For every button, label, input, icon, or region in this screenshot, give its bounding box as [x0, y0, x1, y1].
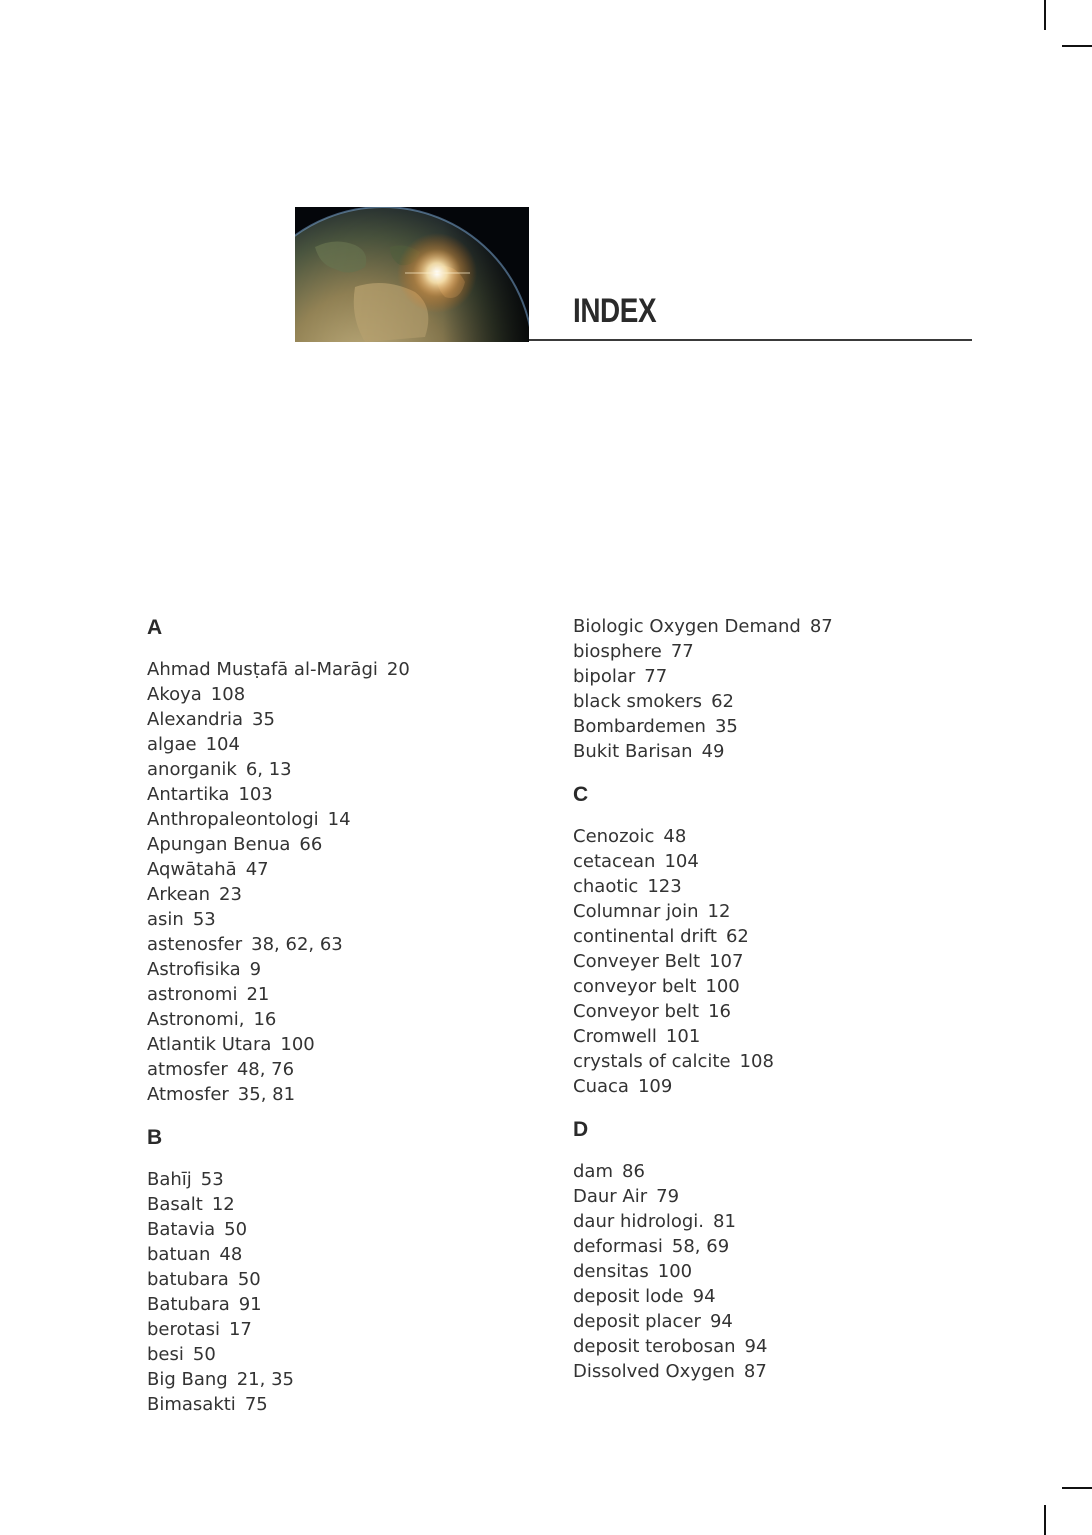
index-entry	[147, 1317, 252, 1342]
index-entry	[147, 832, 322, 857]
index-term: astenosfer	[147, 934, 243, 955]
index-term: batubara	[147, 1269, 229, 1290]
index-page-numbers: 94	[744, 1336, 768, 1357]
index-term: Conveyor belt	[573, 1001, 700, 1022]
index-term: densitas	[573, 1261, 649, 1282]
index-page-numbers: 77	[644, 666, 668, 687]
index-term: anorganik	[147, 759, 237, 780]
index-term: deformasi	[573, 1236, 663, 1257]
index-page-numbers: 50	[192, 1344, 216, 1365]
index-page-numbers: 86	[622, 1161, 645, 1182]
index-entry	[147, 1032, 315, 1057]
index-term: Daur Air	[573, 1186, 648, 1207]
index-term: astronomi	[147, 984, 238, 1005]
index-page-numbers: 109	[637, 1076, 673, 1097]
index-entry	[573, 739, 724, 764]
index-entry	[147, 1192, 235, 1217]
index-entry	[573, 874, 682, 899]
index-entry	[573, 1024, 700, 1049]
index-page-numbers: 21	[246, 984, 270, 1005]
index-term: Alexandria	[147, 709, 244, 730]
index-term: Antartika	[147, 784, 230, 805]
index-entry	[147, 682, 245, 707]
index-entry	[573, 1074, 672, 1099]
index-term: Big Bang	[147, 1369, 228, 1390]
index-term: biosphere	[573, 641, 662, 662]
index-term: Batavia	[147, 1219, 216, 1240]
index-page-numbers: 49	[701, 741, 725, 762]
index-page-numbers: 21, 35	[236, 1369, 294, 1390]
index-entry	[147, 1007, 276, 1032]
index-page-numbers: 12	[707, 901, 731, 922]
index-term: Atmosfer	[147, 1084, 229, 1105]
index-entry	[147, 1057, 294, 1082]
index-page-numbers: 58, 69	[671, 1236, 730, 1257]
index-page-numbers: 20	[386, 659, 410, 680]
index-term: Anthropaleontologi	[147, 809, 319, 830]
index-page-numbers: 48	[663, 826, 687, 847]
index-entry	[573, 1234, 729, 1259]
index-term: besi	[147, 1344, 184, 1365]
index-term: chaotic	[573, 876, 639, 897]
index-term: daur hidrologi.	[573, 1211, 705, 1232]
crop-mark-bottom-vertical	[1044, 1505, 1046, 1535]
section-letter-b: B	[147, 1126, 163, 1149]
title-underline	[529, 339, 972, 341]
index-term: Cromwell	[573, 1026, 657, 1047]
section-letter-d: D	[573, 1118, 589, 1141]
index-term: Atlantik Utara	[147, 1034, 272, 1055]
section-letter-a: A	[147, 616, 163, 639]
index-entry	[573, 1359, 767, 1384]
index-entry	[147, 657, 410, 682]
index-page-numbers: 107	[709, 951, 744, 972]
index-term: Ahmad Musṭafā al-Marāgi	[147, 659, 378, 680]
index-term: Astronomi,	[147, 1009, 245, 1030]
index-entry	[147, 757, 292, 782]
index-page-numbers: 9	[249, 959, 262, 980]
index-term: Cenozoic	[573, 826, 655, 847]
earth-from-space-image	[295, 207, 529, 342]
index-page-numbers: 77	[670, 641, 694, 662]
index-entry	[573, 849, 699, 874]
index-entry	[573, 1259, 692, 1284]
index-term: black smokers	[573, 691, 703, 712]
index-entry	[573, 1049, 774, 1074]
index-entry	[147, 1292, 262, 1317]
crop-mark-top-vertical	[1044, 0, 1046, 30]
index-term: Biologic Oxygen Demand	[573, 616, 801, 637]
index-entry	[573, 1209, 736, 1234]
index-entry	[573, 974, 740, 999]
index-page-numbers: 16	[253, 1009, 277, 1030]
index-term: bipolar	[573, 666, 636, 687]
index-entry	[147, 1367, 294, 1392]
index-entry	[573, 1184, 679, 1209]
index-term: deposit lode	[573, 1286, 684, 1307]
index-term: Batubara	[147, 1294, 230, 1315]
index-page-numbers: 17	[228, 1319, 252, 1340]
index-term: asin	[147, 909, 184, 930]
index-entry	[147, 982, 269, 1007]
index-entry	[147, 932, 343, 957]
index-page-numbers: 94	[692, 1286, 716, 1307]
index-entry	[147, 1342, 216, 1367]
index-entry	[147, 957, 261, 982]
page-title: INDEX	[573, 292, 657, 330]
index-page-numbers: 104	[664, 851, 699, 872]
index-entry	[147, 857, 269, 882]
index-page-numbers: 108	[739, 1051, 774, 1072]
index-entry	[147, 782, 273, 807]
index-entry	[147, 1242, 242, 1267]
index-page-numbers: 23	[219, 884, 242, 905]
index-page-numbers: 35	[714, 716, 738, 737]
index-entry	[147, 807, 351, 832]
index-term: deposit terobosan	[573, 1336, 736, 1357]
index-entry	[147, 707, 275, 732]
index-term: atmosfer	[147, 1059, 228, 1080]
index-entry	[573, 1334, 767, 1359]
index-page-numbers: 66	[299, 834, 323, 855]
index-page-numbers: 123	[647, 876, 682, 897]
index-term: Apungan Benua	[147, 834, 291, 855]
index-term: Bombardemen	[573, 716, 706, 737]
index-page-numbers: 48, 76	[236, 1059, 295, 1080]
index-page-numbers: 12	[211, 1194, 235, 1215]
index-term: Dissolved Oxygen	[573, 1361, 735, 1382]
index-term: algae	[147, 734, 197, 755]
index-term: Cuaca	[573, 1076, 629, 1097]
index-entry	[573, 689, 734, 714]
crop-mark-top-horizontal	[1062, 45, 1092, 47]
index-term: berotasi	[147, 1319, 220, 1340]
index-page-numbers: 94	[709, 1311, 733, 1332]
index-page-numbers: 53	[192, 909, 216, 930]
index-page-numbers: 103	[238, 784, 273, 805]
index-page-numbers: 104	[205, 734, 240, 755]
index-term: deposit placer	[573, 1311, 701, 1332]
index-page-numbers: 50	[224, 1219, 248, 1240]
index-entry	[573, 999, 731, 1024]
index-entry	[573, 714, 738, 739]
index-term: Basalt	[147, 1194, 203, 1215]
index-term: Columnar join	[573, 901, 699, 922]
index-entry	[573, 949, 743, 974]
index-entry	[573, 614, 833, 639]
index-entry	[573, 899, 730, 924]
index-page-numbers: 100	[705, 976, 740, 997]
index-term: dam	[573, 1161, 613, 1182]
index-page-numbers: 87	[743, 1361, 767, 1382]
index-term: Akoya	[147, 684, 202, 705]
index-page-numbers: 35, 81	[237, 1084, 296, 1105]
index-term: Bimasakti	[147, 1394, 236, 1415]
index-page-numbers: 35	[252, 709, 275, 730]
index-term: Astrofisika	[147, 959, 241, 980]
index-term: continental drift	[573, 926, 717, 947]
index-page-numbers: 47	[245, 859, 269, 880]
section-letter-c: C	[573, 783, 589, 806]
index-page-numbers: 50	[237, 1269, 261, 1290]
index-term: Aqwātahā	[147, 859, 237, 880]
index-entry	[573, 664, 667, 689]
index-term: Conveyer Belt	[573, 951, 701, 972]
index-page-numbers: 62	[725, 926, 749, 947]
index-entry	[573, 639, 694, 664]
index-entry	[573, 1159, 645, 1184]
index-page-numbers: 75	[244, 1394, 268, 1415]
index-term: batuan	[147, 1244, 211, 1265]
index-page-numbers: 62	[711, 691, 734, 712]
index-entry	[147, 732, 240, 757]
index-page-numbers: 53	[200, 1169, 224, 1190]
index-entry	[573, 824, 686, 849]
index-page-numbers: 100	[280, 1034, 315, 1055]
index-entry	[147, 1217, 247, 1242]
index-page-numbers: 101	[665, 1026, 701, 1047]
index-page-numbers: 16	[708, 1001, 731, 1022]
index-page-numbers: 6, 13	[245, 759, 292, 780]
index-page-numbers: 100	[657, 1261, 693, 1282]
index-page-numbers: 79	[656, 1186, 680, 1207]
index-entry	[147, 1167, 224, 1192]
index-page-numbers: 38, 62, 63	[251, 934, 343, 955]
index-entry	[147, 1392, 268, 1417]
index-page-numbers: 91	[238, 1294, 262, 1315]
index-term: Arkean	[147, 884, 211, 905]
index-page-numbers: 108	[210, 684, 246, 705]
index-term: Bahīj	[147, 1169, 192, 1190]
index-page-numbers: 14	[327, 809, 351, 830]
index-term: Bukit Barisan	[573, 741, 693, 762]
index-entry	[147, 1267, 261, 1292]
index-term: conveyor belt	[573, 976, 697, 997]
index-entry	[573, 1309, 733, 1334]
crop-mark-bottom-horizontal	[1062, 1487, 1092, 1489]
index-term: cetacean	[573, 851, 656, 872]
index-entry	[147, 882, 242, 907]
index-page-numbers: 48	[219, 1244, 243, 1265]
index-entry	[147, 1082, 295, 1107]
index-page-numbers: 87	[809, 616, 833, 637]
index-entry	[573, 1284, 716, 1309]
index-entry	[147, 907, 216, 932]
index-page-numbers: 81	[713, 1211, 736, 1232]
index-entry	[573, 924, 749, 949]
index-term: crystals of calcite	[573, 1051, 731, 1072]
